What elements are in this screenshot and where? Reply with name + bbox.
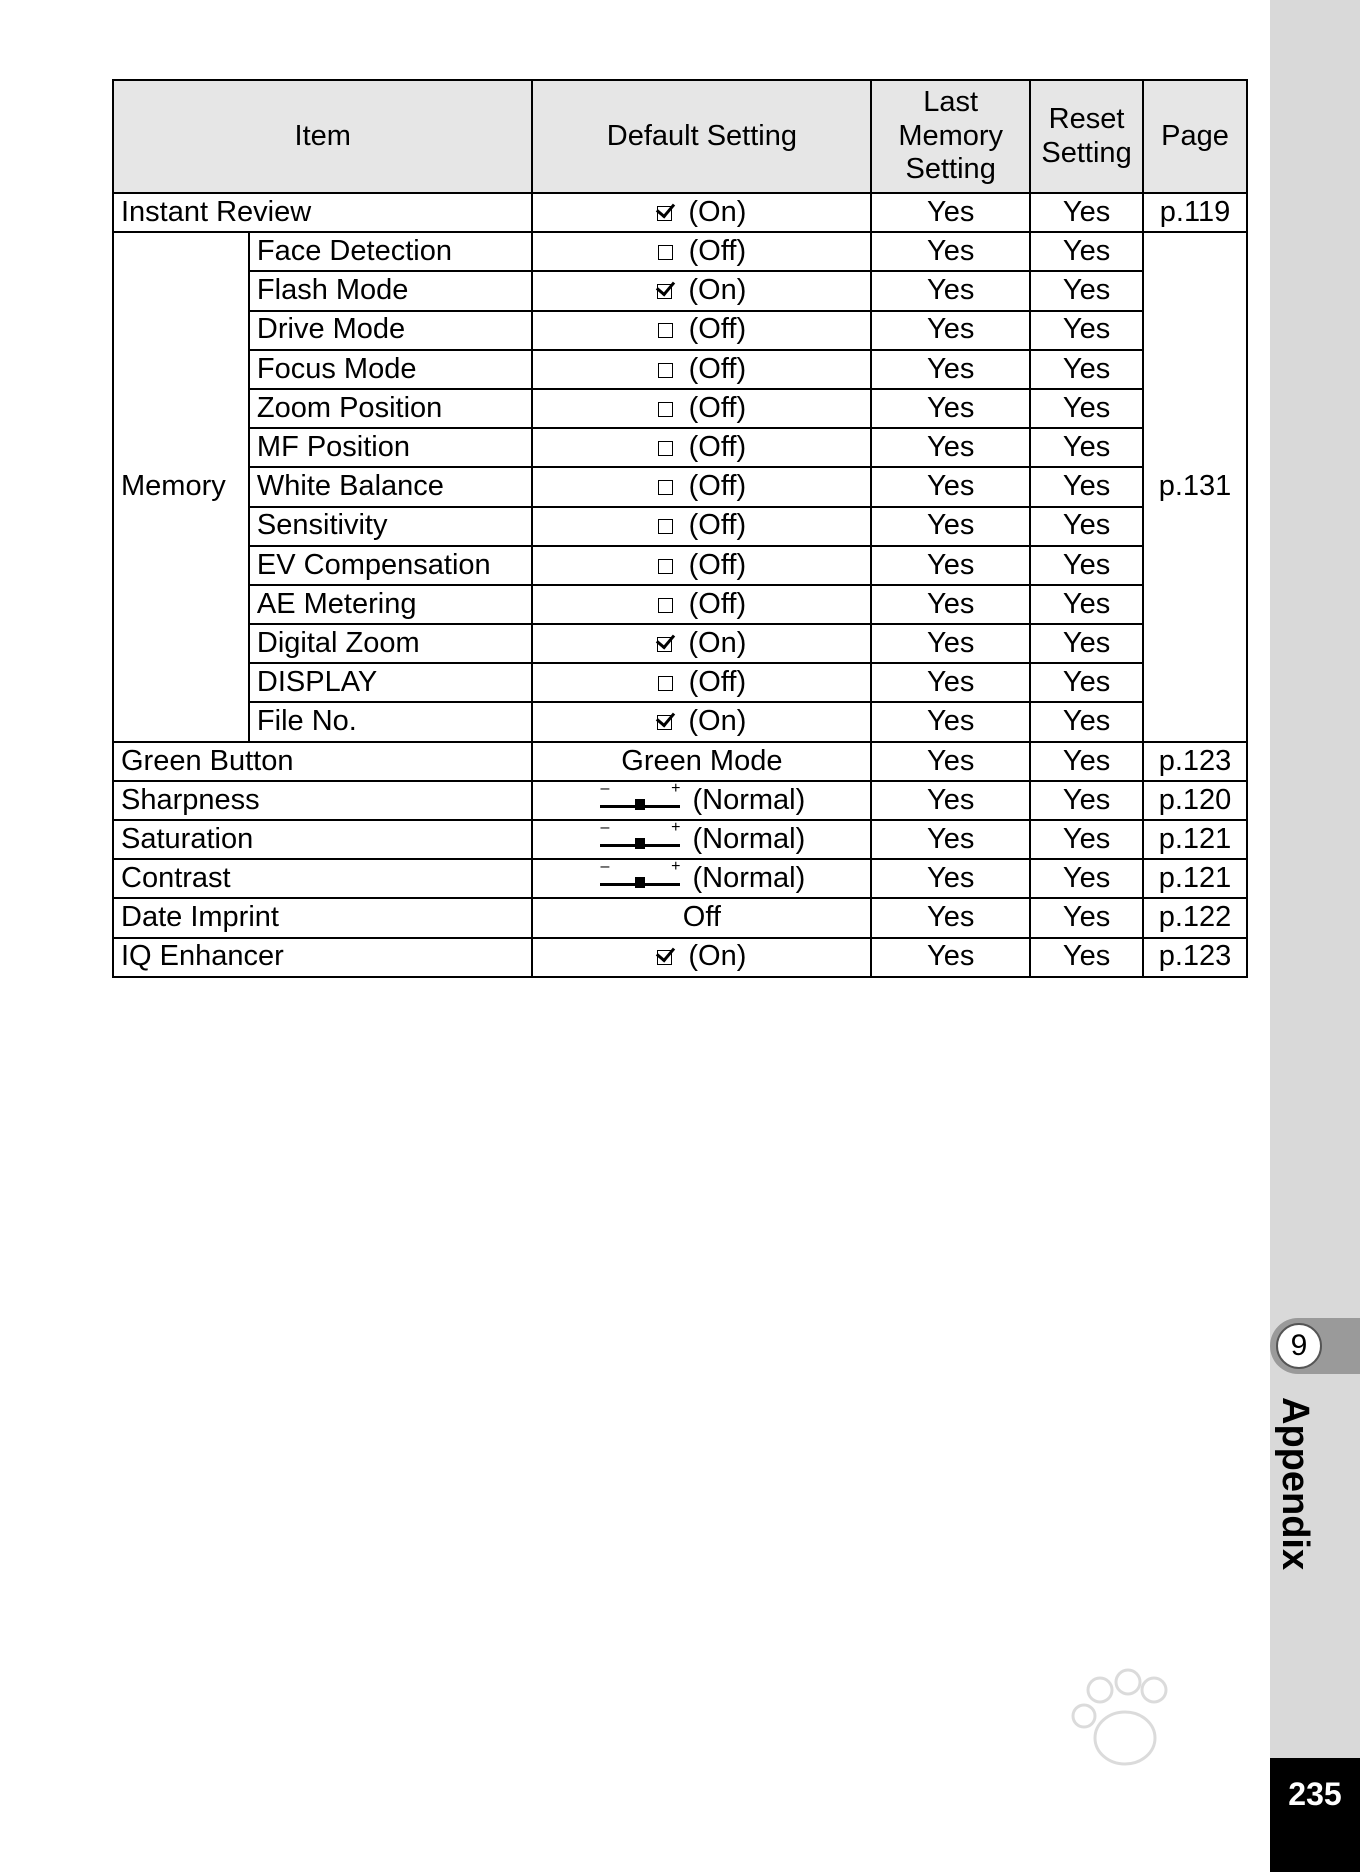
reset-value: Yes [1030,702,1143,741]
default-text: (Off) [688,470,747,503]
table-row [113,702,1247,741]
default-text: (Normal) [692,822,806,855]
default-setting [532,271,871,310]
checkbox-checked-icon [657,284,672,299]
table-row [113,585,1247,624]
default-text: (Normal) [692,862,806,895]
last-memory-value: Yes [871,350,1030,389]
reset-value: Yes [1030,271,1143,310]
item-label: IQ Enhancer [113,938,532,977]
item-label: Contrast [113,859,532,898]
checkbox-empty-icon [658,598,673,613]
header-last-memory-line: Setting [905,153,996,186]
item-label: Green Button [113,742,532,781]
default-text: (Off) [688,509,747,542]
table-row [113,467,1247,506]
table-row [113,938,1247,977]
slider-minus: – [600,818,610,836]
last-memory-value: Yes [871,742,1030,781]
last-memory-value: Yes [871,859,1030,898]
table-row [113,311,1247,350]
last-memory-value: Yes [871,193,1030,232]
item-label: Flash Mode [249,271,533,310]
item-label: White Balance [249,467,533,506]
checkbox-checked-icon [657,637,672,652]
default-setting [532,311,871,350]
default-text: (Off) [688,587,747,620]
reset-value: Yes [1030,859,1143,898]
default-text: (On) [688,195,747,228]
slider-plus: + [671,818,681,836]
table-row [113,663,1247,702]
last-memory-value: Yes [871,781,1030,820]
reset-value: Yes [1030,389,1143,428]
checkbox-checked-icon [657,206,672,221]
header-page: Page [1143,80,1247,193]
default-setting: Green Mode [532,742,871,781]
reset-value: Yes [1030,467,1143,506]
chapter-title: Appendix [1274,1397,1316,1571]
table-row [113,898,1247,937]
header-last-memory-line: Last [923,86,979,119]
default-setting [532,663,871,702]
header-reset-line: Reset [1048,103,1125,136]
default-text: (Off) [688,666,747,699]
last-memory-value: Yes [871,232,1030,271]
table-row [113,232,1247,271]
reset-value: Yes [1030,232,1143,271]
table-row [113,859,1247,898]
page-ref: p.131 [1143,232,1247,741]
page-ref: p.121 [1143,859,1247,898]
memory-group-label: Memory [113,232,249,741]
default-text: (Off) [688,431,747,464]
default-text: (On) [688,274,747,307]
reset-value: Yes [1030,546,1143,585]
reset-value: Yes [1030,938,1143,977]
last-memory-value: Yes [871,585,1030,624]
header-row [113,80,1247,193]
item-label: Zoom Position [249,389,533,428]
watermark-logo [960,1660,1280,1820]
default-text: (Off) [688,548,747,581]
appendix-sidebar [1270,0,1360,1872]
default-setting [532,232,871,271]
last-memory-value: Yes [871,702,1030,741]
reset-value: Yes [1030,781,1143,820]
default-setting [532,546,871,585]
default-setting: Off [532,898,871,937]
checkbox-empty-icon [658,245,673,260]
item-label: MF Position [249,428,533,467]
last-memory-value: Yes [871,938,1030,977]
default-text: (Off) [688,313,747,346]
default-setting [532,781,871,820]
item-label: Instant Review [113,193,532,232]
table-row [113,546,1247,585]
table-row [113,428,1247,467]
reset-value: Yes [1030,193,1143,232]
reset-value: Yes [1030,585,1143,624]
reset-value: Yes [1030,898,1143,937]
last-memory-value: Yes [871,546,1030,585]
item-label: Focus Mode [249,350,533,389]
table-row [113,624,1247,663]
last-memory-value: Yes [871,389,1030,428]
item-label: Date Imprint [113,898,532,937]
reset-value: Yes [1030,624,1143,663]
slider-plus: + [671,779,681,797]
last-memory-value: Yes [871,624,1030,663]
last-memory-value: Yes [871,311,1030,350]
checkbox-empty-icon [658,441,673,456]
default-setting [532,938,871,977]
header-reset-setting [1030,80,1143,193]
header-default-setting: Default Setting [532,80,871,193]
page-ref: p.123 [1143,938,1247,977]
item-label: AE Metering [249,585,533,624]
last-memory-value: Yes [871,271,1030,310]
table-row [113,507,1247,546]
default-text: (Off) [688,235,747,268]
checkbox-empty-icon [658,323,673,338]
last-memory-value: Yes [871,898,1030,937]
default-setting [532,193,871,232]
reset-value: Yes [1030,820,1143,859]
table-row [113,271,1247,310]
last-memory-value: Yes [871,467,1030,506]
header-reset-line: Setting [1041,136,1132,169]
table-row [113,350,1247,389]
level-slider-icon [598,779,682,815]
level-slider-icon [598,818,682,854]
default-setting [532,702,871,741]
reset-value: Yes [1030,428,1143,467]
last-memory-value: Yes [871,507,1030,546]
default-setting [532,859,871,898]
default-text: (Off) [688,352,747,385]
reset-value: Yes [1030,350,1143,389]
default-setting [532,624,871,663]
header-last-memory [871,80,1030,193]
checkbox-empty-icon [658,559,673,574]
table-row [113,742,1247,781]
checkbox-empty-icon [658,480,673,495]
item-label: File No. [249,702,533,741]
last-memory-value: Yes [871,428,1030,467]
item-label: DISPLAY [249,663,533,702]
page-number: 235 [1270,1758,1360,1872]
slider-plus: + [671,858,681,876]
page-ref: p.123 [1143,742,1247,781]
reset-value: Yes [1030,742,1143,781]
default-setting [532,467,871,506]
slider-minus: – [600,858,610,876]
item-label: EV Compensation [249,546,533,585]
default-text: (On) [688,705,747,738]
reset-value: Yes [1030,507,1143,546]
default-setting [532,350,871,389]
reset-value: Yes [1030,311,1143,350]
default-setting [532,585,871,624]
checkbox-empty-icon [658,676,673,691]
table-row [113,389,1247,428]
checkbox-empty-icon [658,519,673,534]
table-row [113,781,1247,820]
default-text: (Off) [688,391,747,424]
checkbox-checked-icon [657,950,672,965]
default-text: (Normal) [692,783,806,816]
item-label: Drive Mode [249,311,533,350]
default-setting [532,389,871,428]
slider-minus: – [600,779,610,797]
page-ref: p.119 [1143,193,1247,232]
page-ref: p.122 [1143,898,1247,937]
settings-table [112,79,1248,978]
page-ref: p.121 [1143,820,1247,859]
item-label: Saturation [113,820,532,859]
item-label: Face Detection [249,232,533,271]
level-slider-icon [598,858,682,893]
page-ref: p.120 [1143,781,1247,820]
checkbox-checked-icon [657,715,672,730]
item-label: Sharpness [113,781,532,820]
item-label: Digital Zoom [249,624,533,663]
last-memory-value: Yes [871,820,1030,859]
checkbox-empty-icon [658,402,673,417]
default-setting [532,820,871,859]
item-label: Sensitivity [249,507,533,546]
default-setting [532,507,871,546]
reset-value: Yes [1030,663,1143,702]
header-last-memory-line: Memory [898,119,1004,152]
default-setting [532,428,871,467]
chapter-number: 9 [1276,1323,1322,1369]
last-memory-value: Yes [871,663,1030,702]
table-row [113,820,1247,859]
header-item: Item [113,80,532,193]
default-text: (On) [688,626,747,659]
table-row [113,193,1247,232]
checkbox-empty-icon [658,363,673,378]
default-text: (On) [688,940,747,973]
